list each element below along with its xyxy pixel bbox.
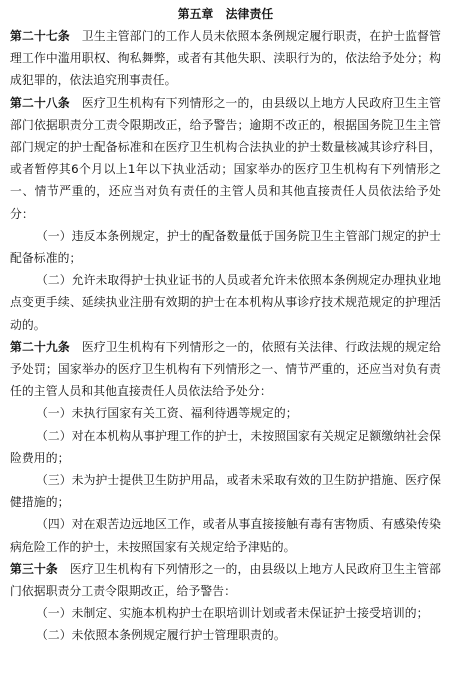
chapter-title	[10, 3, 441, 25]
article-30-item-1: （一）未制定、实施本机构护士在职培训计划或者未保证护士接受培训的；	[35, 606, 429, 621]
chapter-name: 法律责任	[225, 7, 274, 21]
article-27	[10, 25, 441, 92]
article-28-item-2: （二）允许未取得护士执业证书的人员或者允许未依照本条例规定办理执业地点变更手续、延续执业注册有效期的护士在本机构从事诊疗技术规范规定的护理活动的。	[10, 273, 441, 332]
article-30-item-2: （二）未依照本条例规定履行护士管理职责的。	[35, 628, 286, 643]
article-text: 医疗卫生机构有下列情形之一的，由县级以上地方人民政府卫生主管部门依据职责分工责令限期改正，给予警告；逾期不改正的，根据国务院卫生主管部门规定的护士配备标准和在医疗卫生机构合法执业的护士数量核减其诊疗科目，或者暂停其6个月以上1年以下执业活动；国家举办的医疗卫生机构有下列情形之一、情节严重的，还应当对负有责任的主管人员和其他直接责任人员依法给予处分：	[10, 95, 441, 221]
article-text: 医疗卫生机构有下列情形之一的，依照有关法律、行政法规的规定给予处罚；国家举办的医疗卫生机构有下列情形之一、情节严重的，还应当对负有责任的主管人员和其他直接责任人员依法给予处分：	[10, 339, 441, 399]
article-29-item-1: （一）未执行国家有关工资、福利待遇等规定的；	[35, 406, 298, 421]
article-text: 医疗卫生机构有下列情形之一的，由县级以上地方人民政府卫生主管部门依据职责分工责令限期改正，给予警告：	[10, 561, 442, 599]
article-28	[10, 92, 441, 225]
article-number: 第三十条	[10, 561, 58, 576]
article-29	[10, 336, 441, 403]
article-number: 第二十八条	[10, 95, 70, 110]
article-number: 第二十七条	[10, 29, 70, 43]
article-29-item-3: （三）未为护士提供卫生防护用品，或者未采取有效的卫生防护措施、医疗保健措施的；	[10, 473, 441, 510]
article-30	[10, 558, 441, 602]
article-number: 第二十九条	[10, 339, 70, 354]
article-29-item-4: （四）对在艰苦边远地区工作，或者从事直接接触有毒有害物质、有感染传染病危险工作的护士，未按照国家有关规定给予津贴的。	[10, 517, 441, 554]
chapter-number: 第五章	[177, 7, 214, 21]
article-28-item-1: （一）违反本条例规定，护士的配备数量低于国务院卫生主管部门规定的护士配备标准的；	[10, 228, 441, 266]
article-29-item-2: （二）对在本机构从事护理工作的护士，未按照国家有关规定足额缴纳社会保险费用的；	[10, 428, 441, 465]
article-text: 卫生主管部门的工作人员未依照本条例规定履行职责，在护士监督管理工作中滥用职权、徇私舞弊，或者有其他失职、渎职行为的，依法给予处分；构成犯罪的，依法追究刑事责任。	[10, 29, 441, 88]
